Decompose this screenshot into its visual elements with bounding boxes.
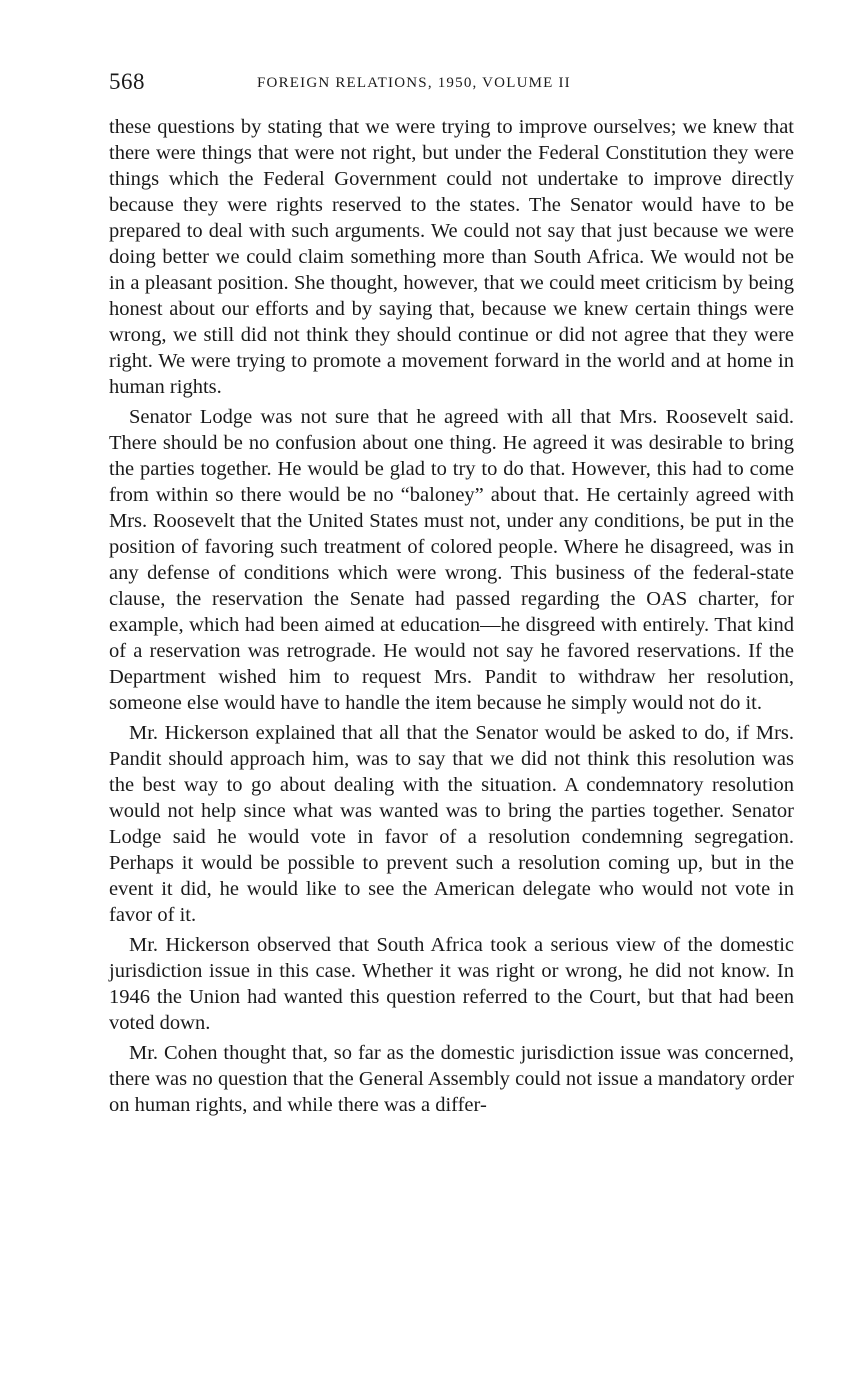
paragraph-continued: these questions by stating that we were trying to improve ourselves; we knew that there were things that were not right, but under the Federal Constitution they were things which the Federal Government could not undertake to improve directly because they were rights reserved to the states. The Senator would have to be prepared to deal with such arguments. We could not say that just because we were doing better we could claim something more than South Africa. We would not be in a pleasant position. She thought, however, that we could meet criticism by being honest about our efforts and by saying that, because we knew certain things were wrong, we still did not think they should continue or did not agree that they were right. We were trying to promote a movement forward in the world and at home in human rights.: [109, 116, 794, 398]
paragraph-lodge: Senator Lodge was not sure that he agreed with all that Mrs. Roosevelt said. There should be no confusion about one thing. He agreed it was desirable to bring the parties together. He would be glad to try to do that. However, this had to come from within so there would be no “baloney” about that. He certainly agreed with Mrs. Roosevelt that the United States must not, under any conditions, be put in the position of favoring such treatment of colored people. Where he disagreed, was in any defense of conditions which were wrong. This business of the federal-state clause, the reservation the Senate had passed regarding the OAS charter, for example, which had been aimed at education—he disgreed with entirely. That kind of a reservation was retrograde. He would not say he favored reservations. If the Department wished him to request Mrs. Pandit to withdraw her resolution, someone else would have to handle the item because he simply would not do it.: [109, 406, 794, 714]
paragraph-cohen: Mr. Cohen thought that, so far as the domestic jurisdiction issue was concerned, there was no question that the General Assembly could not issue a mandatory order on human rights, and while there was a differ-: [109, 1042, 794, 1116]
body-text: [109, 114, 794, 1122]
running-head: FOREIGN RELATIONS, 1950, VOLUME II: [257, 75, 571, 91]
page-header: [109, 66, 794, 98]
page-number: 568: [109, 69, 145, 94]
paragraph-hickerson-observed: Mr. Hickerson observed that South Africa took a serious view of the domestic jurisdiction issue in this case. Whether it was right or wrong, he did not know. In 1946 the Union had wanted this question referred to the Court, but that had been voted down.: [109, 934, 794, 1034]
paragraph-hickerson-explained: Mr. Hickerson explained that all that the Senator would be asked to do, if Mrs. Pandit should approach him, was to say that we did not think this resolution was the best way to go about dealing with the situation. A condemnatory resolution would not help since what was wanted was to bring the parties together. Senator Lodge said he would vote in favor of a resolution condemning segregation. Perhaps it would be possible to prevent such a resolution coming up, but in the event it did, he would like to see the American delegate who would not vote in favor of it.: [109, 722, 794, 926]
